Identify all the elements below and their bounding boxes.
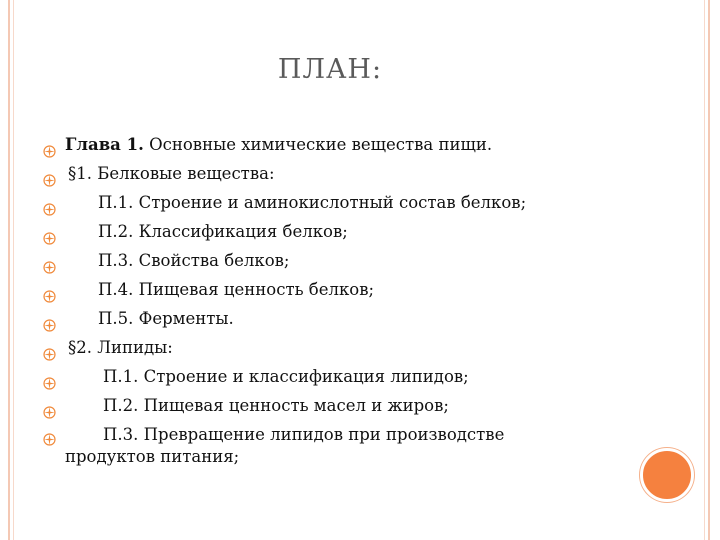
plan-list-item [43, 217, 603, 246]
plan-item-text [65, 338, 173, 357]
plan-item-text [65, 367, 469, 386]
plan-item-text [65, 164, 275, 183]
plan-list [43, 130, 603, 468]
plan-list-item [43, 275, 603, 304]
slide-title: ПЛАН: [277, 54, 383, 85]
plan-list-item [43, 391, 603, 420]
plan-item-text [65, 222, 348, 241]
bullet-icon [43, 196, 56, 209]
bullet-icon [43, 341, 56, 354]
plan-item-label: П.3. Превращение липидов при производстве [103, 425, 505, 444]
plan-list-item [43, 130, 603, 159]
plan-list-item [43, 246, 603, 275]
plan-item-text [65, 425, 504, 444]
plan-item-label: П.1. Строение и аминокислотный состав белков; [98, 193, 527, 212]
plan-item-label: П.2. Классификация белков; [98, 222, 348, 241]
plan-item-label: П.5. Ферменты. [98, 309, 234, 328]
plan-item-label: П.4. Пищевая ценность белков; [98, 280, 375, 299]
plan-item-text [65, 309, 234, 328]
decorative-orange-circle [640, 448, 694, 502]
plan-list-item [43, 424, 603, 468]
bullet-icon [43, 167, 56, 180]
bullet-icon [43, 254, 56, 267]
plan-item-label: §1. Белковые вещества: [68, 164, 275, 183]
bullet-icon [43, 225, 56, 238]
plan-item-label: П.2. Пищевая ценность масел и жиров; [103, 396, 449, 415]
bullet-icon [43, 138, 56, 151]
plan-item-text [65, 135, 492, 154]
plan-item-continuation: продуктов питания; [65, 447, 240, 466]
plan-list-item [43, 333, 603, 362]
plan-item-label: П.1. Строение и классификация липидов; [103, 367, 469, 386]
plan-list-item [43, 304, 603, 333]
plan-list-item [43, 362, 603, 391]
bullet-icon [43, 283, 56, 296]
plan-item-label: П.3. Свойства белков; [98, 251, 290, 270]
chapter-label: Глава 1. [65, 135, 144, 154]
plan-list-item [43, 188, 603, 217]
bullet-icon [43, 430, 56, 443]
plan-item-text [65, 396, 449, 415]
plan-item-label: §2. Липиды: [68, 338, 173, 357]
bullet-icon [43, 370, 56, 383]
plan-item-text [65, 251, 289, 270]
plan-list-item [43, 159, 603, 188]
plan-item-label: Основные химические вещества пищи. [143, 135, 493, 154]
plan-item-text [65, 193, 526, 212]
plan-item-text [65, 280, 374, 299]
bullet-icon [43, 312, 56, 325]
bullet-icon [43, 399, 56, 412]
